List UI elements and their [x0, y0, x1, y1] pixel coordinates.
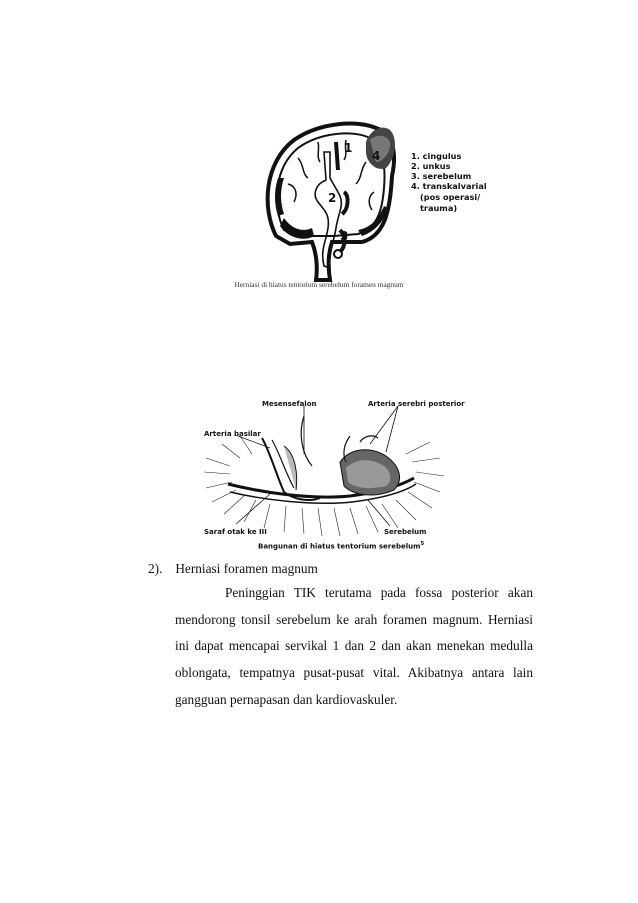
legend-pos-operasi: (pos operasi/	[420, 192, 481, 202]
legend-cingulus: 1. cingulus	[411, 151, 462, 161]
section-heading	[148, 561, 318, 577]
legend-serebelum: 3. serebelum	[411, 171, 472, 181]
section-body	[175, 580, 533, 714]
legend-unkus: 2. unkus	[411, 161, 451, 171]
section-paragraph: Peninggian TIK terutama pada fossa posterior akan mendorong tonsil serebelum ke arah foramen magnum. Herniasi ini dapat mencapai servikal 1 dan 2 dan akan menekan medulla oblongata, tempatnya pusat-pusat vital. Akibatnya antara lain gangguan pernapasan dan kardiovaskuler.	[175, 585, 533, 707]
label-arteria-basilar: Arteria basilar	[204, 430, 261, 438]
marker-3: 3	[340, 229, 349, 243]
label-serebelum: Serebelum	[384, 528, 427, 536]
figure2-caption-ref: 5	[420, 541, 425, 547]
marker-2: 2	[328, 191, 337, 205]
marker-4: 4	[372, 149, 381, 163]
figure1-caption: Herniasi di hiatus tentorium serebelum foramen magnum	[234, 280, 404, 289]
marker-1: 1	[344, 141, 353, 155]
figure2-caption	[258, 541, 424, 550]
figure2-caption-text: Bangunan di hiatus tentorium serebelum	[258, 542, 421, 551]
label-saraf: Saraf otak ke III	[204, 528, 267, 536]
legend-trauma: trauma)	[420, 203, 458, 213]
section-number: 2).	[148, 561, 163, 576]
section-title: Herniasi foramen magnum	[175, 561, 318, 576]
label-mesensefalon: Mesensefalon	[262, 400, 317, 408]
label-arteria-serebri: Arteria serebri posterior	[368, 400, 465, 408]
legend-transkalvarial: 4. transkalvarial	[411, 181, 487, 191]
